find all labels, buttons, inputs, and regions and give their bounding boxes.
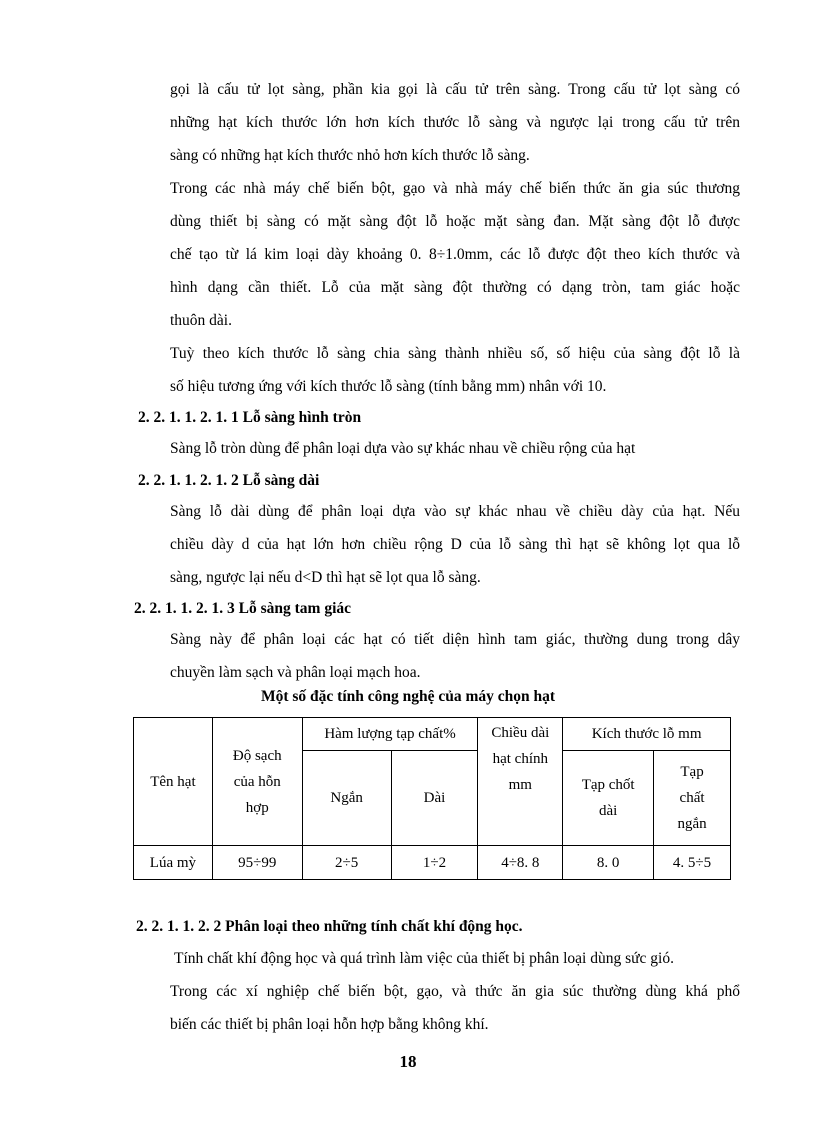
body-text-line: Trong các xí nghiệp chế biến bột, gạo, và thức ăn gia súc thường dùng khá phổ [170, 983, 740, 1000]
header-length-line: mm [508, 777, 532, 793]
header-purity-line: Độ sạch [232, 747, 282, 764]
header-hole-long-line: dài [599, 803, 618, 819]
body-text-line: Tính chất khí động học và quá trình làm việc của thiết bị phân loại dùng sức gió. [174, 950, 674, 967]
body-text-line: chiều dày d của hạt lớn hơn chiều rộng D của lỗ sàng thì hạt sẽ không lọt qua lỗ [170, 536, 740, 553]
body-text-line: Sàng lỗ tròn dùng để phân loại dựa vào sự khác nhau về chiều rộng của hạt [170, 440, 636, 457]
header-impurity-short: Ngắn [302, 751, 391, 846]
page-number: 18 [399, 1052, 417, 1071]
body-text-line: gọi là cấu tử lọt sàng, phần kia gọi là cấu tử trên sàng. Trong cấu tử lọt sàng có [170, 81, 740, 98]
body-text-line: sàng có những hạt kích thước nhỏ hơn kích thước lỗ sàng. [170, 147, 530, 164]
header-purity [212, 718, 302, 846]
spec-table [133, 717, 731, 880]
cell-long: 1÷2 [391, 846, 478, 880]
header-hole-short-line: chất [679, 790, 705, 806]
header-length [478, 718, 563, 846]
table-row [134, 846, 731, 880]
cell-hole-long: 8. 0 [563, 846, 654, 880]
body-text-line: sàng, ngược lại nếu d<D thì hạt sẽ lọt qua lỗ sàng. [170, 569, 481, 586]
body-text-line: số hiệu tương ứng với kích thước lỗ sàng (tính bằng mm) nhân với 10. [170, 378, 607, 395]
cell-purity: 95÷99 [212, 846, 302, 880]
body-text-line: chế tạo từ lá kim loại dày khoảng 0. 8÷1.0mm, các lỗ được đột theo kích thước và [170, 246, 740, 263]
header-name: Tên hạt [134, 718, 213, 846]
header-purity-line: hợp [245, 799, 269, 816]
header-hole: Kích thước lỗ mm [563, 718, 731, 751]
body-text-line: biến các thiết bị phân loại hỗn hợp bằng không khí. [170, 1016, 489, 1033]
cell-length: 4÷8. 8 [478, 846, 563, 880]
body-text-line: những hạt kích thước lớn hơn kích thước lỗ sàng và ngược lại trong cấu tử trên [170, 114, 740, 131]
header-hole-short-line: ngắn [677, 816, 707, 832]
body-text-line: thuôn dài. [170, 312, 232, 329]
body-text-line: Sàng này để phân loại các hạt có tiết diện hình tam giác, thường dung trong dây [170, 631, 740, 648]
header-impurity: Hàm lượng tạp chất% [302, 718, 478, 751]
cell-short: 2÷5 [302, 846, 391, 880]
body-text-line: chuyền làm sạch và phân loại mạch hoa. [170, 664, 421, 681]
table-caption: Một số đặc tính công nghệ của máy chọn hạt [260, 688, 556, 705]
header-purity-line: của hỗn [233, 773, 281, 790]
section-heading: 2. 2. 1. 1. 2. 2 Phân loại theo những tính chất khí động học. [136, 918, 523, 935]
header-hole-short [654, 751, 731, 846]
section-heading: 2. 2. 1. 1. 2. 1. 2 Lỗ sàng dài [138, 472, 320, 489]
header-hole-long [563, 751, 654, 846]
section-heading: 2. 2. 1. 1. 2. 1. 1 Lỗ sàng hình tròn [138, 409, 362, 426]
body-text-line: hình dạng cần thiết. Lỗ của mặt sàng đột thường có dạng tròn, tam giác hoặc [170, 279, 740, 296]
header-length-line: hạt chính [492, 751, 549, 767]
body-text-line: Tuỳ theo kích thước lỗ sàng chia sàng thành nhiều số, số hiệu của sàng đột lỗ là [170, 345, 740, 362]
section-heading: 2. 2. 1. 1. 2. 1. 3 Lỗ sàng tam giác [134, 600, 351, 617]
header-hole-long-line: Tạp chốt [581, 777, 635, 793]
header-hole-short-line: Tạp [680, 764, 704, 780]
body-text-line: Trong các nhà máy chế biến bột, gạo và nhà máy chế biến thức ăn gia súc thương [170, 180, 740, 197]
body-text-line: Sàng lỗ dài dùng để phân loại dựa vào sự khác nhau về chiều dày của hạt. Nếu [170, 503, 740, 520]
body-text-line: dùng thiết bị sàng có mặt sàng đột lỗ hoặc mặt sàng đan. Mặt sàng đột lỗ được [170, 213, 740, 230]
cell-name: Lúa mỳ [134, 846, 213, 880]
header-impurity-long: Dài [391, 751, 478, 846]
cell-hole-short: 4. 5÷5 [654, 846, 731, 880]
header-length-line: Chiều dài [491, 725, 550, 741]
